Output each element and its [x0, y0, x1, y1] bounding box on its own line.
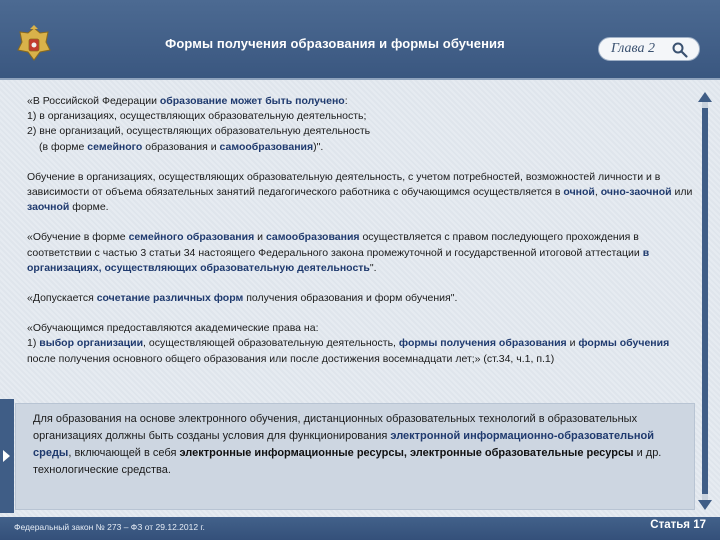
text-span: и [254, 231, 266, 244]
text-span: и др. технологические средства. [33, 447, 662, 476]
search-icon[interactable] [671, 41, 689, 59]
chapter-search-box[interactable] [598, 37, 700, 61]
main-content [27, 94, 695, 382]
highlight-text: в организациях, осуществляющих образовательную деятельность [27, 246, 650, 274]
highlight-text: очной [563, 186, 595, 199]
highlight-text: сочетание различных форм [96, 292, 244, 305]
text-span: (в форме [39, 140, 88, 153]
highlight-text: выбор организации [39, 337, 144, 350]
highlight-text: формы получения образования [398, 337, 567, 350]
text-span: 1) в организациях, осуществляющих образовательную деятельность; [27, 110, 367, 123]
text-span: «В Российской Федерации [27, 95, 160, 107]
highlight-text: самообразования [265, 231, 360, 244]
highlight-text: образование может быть получено [159, 95, 345, 107]
text-span: ". [369, 261, 377, 274]
paragraph-combination [27, 291, 695, 306]
paragraph-training-forms [27, 170, 695, 216]
text-span: , осуществляющей образовательную деятельность, [143, 337, 399, 350]
paragraph-academic-rights [27, 321, 695, 367]
text-span: : [344, 95, 348, 107]
text-span: «Обучающимся предоставляются академические права на: [27, 322, 319, 335]
indented-line [27, 141, 323, 153]
text-span: форме. [69, 201, 109, 214]
text-span: 2) вне организаций, осуществляющих образовательную деятельность [27, 125, 371, 138]
highlight-text: формы обучения [578, 337, 670, 350]
paragraph-forms [27, 94, 695, 155]
chapter-label: Глава 2 [611, 41, 655, 56]
text-span: осуществляется с правом последующего прохождения в соответствии с частью 3 статьи 34 настоящего Федерального закона промежуточной и государственной итоговой аттестации [27, 231, 643, 259]
highlight-text: электронные информационные ресурсы, электронные образовательные ресурсы [179, 447, 634, 459]
text-span: Для образования на основе электронного обучения, дистанционных образовательных технологий в образовательных организациях должны быть созданы условия для функционирования [33, 413, 638, 442]
highlight-text: самообразования [219, 140, 314, 153]
note-text [33, 411, 683, 479]
text-span: 1) [27, 337, 40, 350]
highlight-text: семейного образования [128, 231, 255, 244]
page-title: Формы получения образования и формы обучения [165, 36, 505, 51]
highlight-text: очно-заочной [600, 186, 672, 199]
text-span: образования и [142, 140, 220, 153]
text-span: , [594, 186, 601, 199]
highlight-text: семейного [87, 140, 143, 153]
text-span: «Обучение в форме [27, 231, 129, 244]
arrow-up-icon[interactable] [698, 92, 712, 102]
text-span: после получения основного общего образования или после достижения восемнадцати лет;» (ст.34, ч.1, п.1) [27, 352, 555, 365]
arrow-right-icon[interactable] [3, 450, 10, 462]
article-number: Статья 17 [650, 519, 706, 531]
text-span: получения образования и форм обучения". [243, 292, 458, 305]
text-span: Обучение в организациях, осуществляющих образовательную деятельность, с учетом потребностей, возможностей личности и в зависимости от объема обязательных занятий педагогического работника с обучающимся осуществляется в [27, 170, 661, 199]
arrow-down-icon[interactable] [698, 500, 712, 510]
text-span: и [566, 337, 579, 350]
text-span: , включающей в себя [68, 447, 180, 459]
text-span: или [671, 186, 693, 199]
text-span: «Допускается [27, 292, 97, 305]
scrollbar-thumb[interactable] [702, 108, 708, 494]
footer-law-reference: Федеральный закон № 273 – ФЗ от 29.12.2012 г. [14, 522, 205, 532]
coat-of-arms-emblem [14, 24, 54, 64]
text-span: )". [313, 140, 324, 153]
highlight-text: заочной [27, 201, 70, 214]
paragraph-family-education [27, 230, 695, 276]
highlight-text: электронной информационно-образовательной среды [33, 430, 655, 459]
